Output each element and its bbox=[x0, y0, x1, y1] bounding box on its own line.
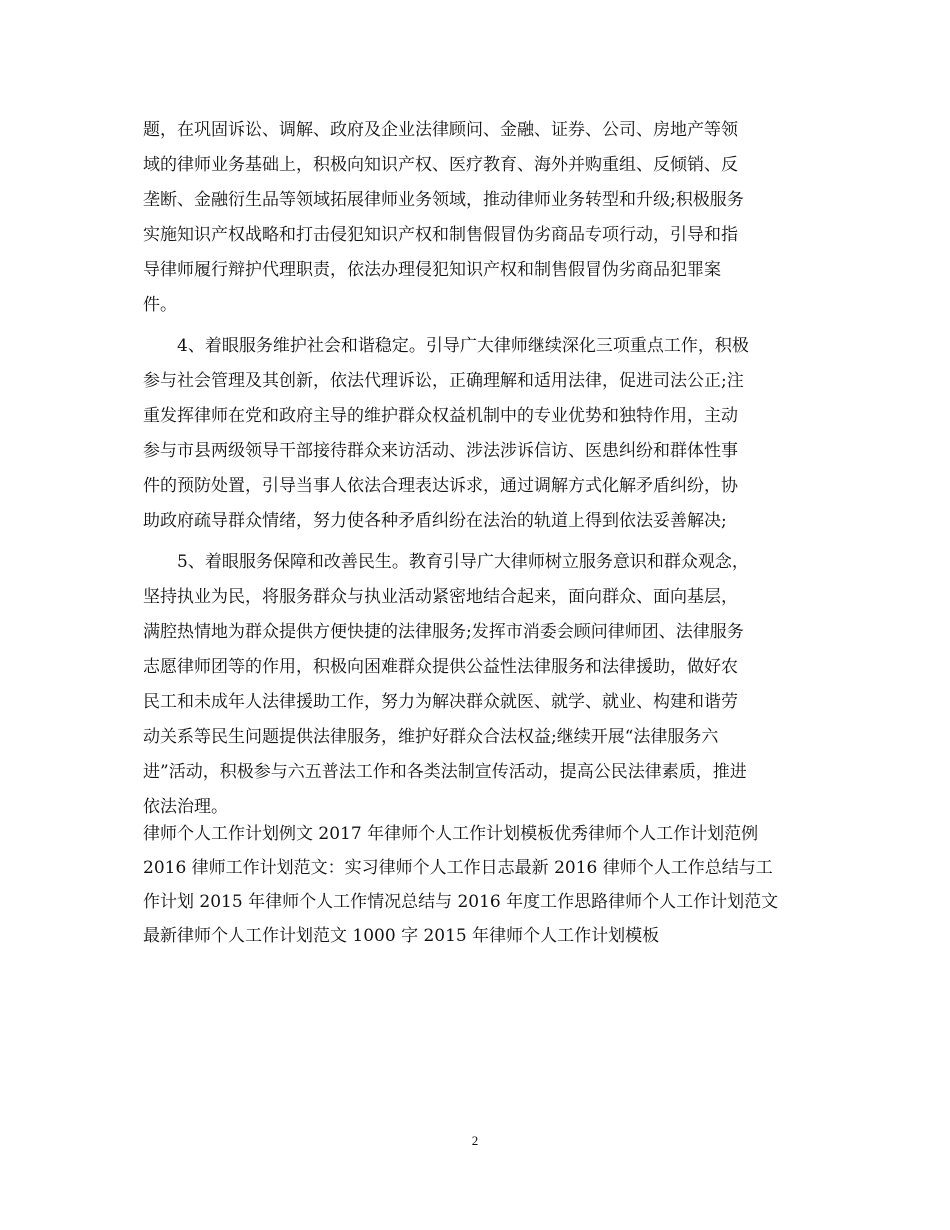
text-line: 重发挥律师在党和政府主导的维护群众权益机制中的专业优势和独特作用，主动 bbox=[143, 406, 738, 426]
text-line: 垄断、金融衍生品等领域拓展律师业务领域，推动律师业务转型和升级;积极服务 bbox=[143, 190, 744, 210]
paragraph-4-first-line: 4、着眼服务维护社会和谐稳定。引导广大律师继续深化三项重点工作，积极 bbox=[177, 336, 749, 356]
text-line: 参与市县两级领导干部接待群众来访活动、涉法涉诉信访、医患纠纷和群体性事 bbox=[143, 441, 738, 461]
text-line: 域的律师业务基础上，积极向知识产权、医疗教育、海外并购重组、反倾销、反 bbox=[143, 155, 738, 175]
related-link-line[interactable]: 2016 律师工作计划范文：实习律师个人工作日志最新 2016 律师个人工作总结与工 bbox=[143, 858, 773, 878]
text-line: 进”活动，积极参与六五普法工作和各类法制宣传活动，提高公民法律素质，推进 bbox=[143, 762, 747, 782]
text-line: 参与社会管理及其创新，依法代理诉讼，正确理解和适用法律，促进司法公正;注 bbox=[143, 371, 744, 391]
text-line: 实施知识产权战略和打击侵犯知识产权和制售假冒伪劣商品专项行动，引导和指 bbox=[143, 225, 738, 245]
text-line: 动关系等民生问题提供法律服务，维护好群众合法权益;继续开展“法律服务六 bbox=[143, 727, 719, 747]
related-link-line[interactable]: 最新律师个人工作计划范文 1000 字 2015 年律师个人工作计划模板 bbox=[143, 926, 660, 946]
text-line: 依法治理。 bbox=[143, 797, 228, 817]
text-line: 导律师履行辩护代理职责，依法办理侵犯知识产权和制售假冒伪劣商品犯罪案 bbox=[143, 260, 721, 280]
body-text bbox=[143, 113, 813, 825]
text-line: 民工和未成年人法律援助工作，努力为解决群众就医、就学、就业、构建和谐劳 bbox=[143, 692, 738, 712]
paragraph-5-first-line: 5、着眼服务保障和改善民生。教育引导广大律师树立服务意识和群众观念， bbox=[177, 552, 749, 572]
related-link-line[interactable]: 作计划 2015 年律师个人工作情况总结与 2016 年度工作思路律师个人工作计划范文 bbox=[143, 892, 779, 912]
text-line: 件。 bbox=[143, 295, 177, 315]
text-line: 满腔热情地为群众提供方便快捷的法律服务;发挥市消委会顾问律师团、法律服务 bbox=[143, 622, 744, 642]
text-line: 坚持执业为民，将服务群众与执业活动紧密地结合起来，面向群众、面向基层， bbox=[143, 587, 738, 607]
page-number: 2 bbox=[471, 1133, 479, 1148]
text-line: 题，在巩固诉讼、调解、政府及企业法律顾问、金融、证券、公司、房地产等领 bbox=[143, 120, 738, 140]
text-line: 助政府疏导群众情绪，努力使各种矛盾纠纷在法治的轨道上得到依法妥善解决; bbox=[143, 511, 727, 531]
text-line: 件的预防处置，引导当事人依法合理表达诉求，通过调解方式化解矛盾纠纷，协 bbox=[143, 476, 738, 496]
text-line: 志愿律师团等的作用，积极向困难群众提供公益性法律服务和法律援助，做好农 bbox=[143, 657, 738, 677]
related-link-line[interactable]: 律师个人工作计划例文 2017 年律师个人工作计划模板优秀律师个人工作计划范例 bbox=[143, 824, 759, 844]
related-articles bbox=[143, 817, 823, 953]
